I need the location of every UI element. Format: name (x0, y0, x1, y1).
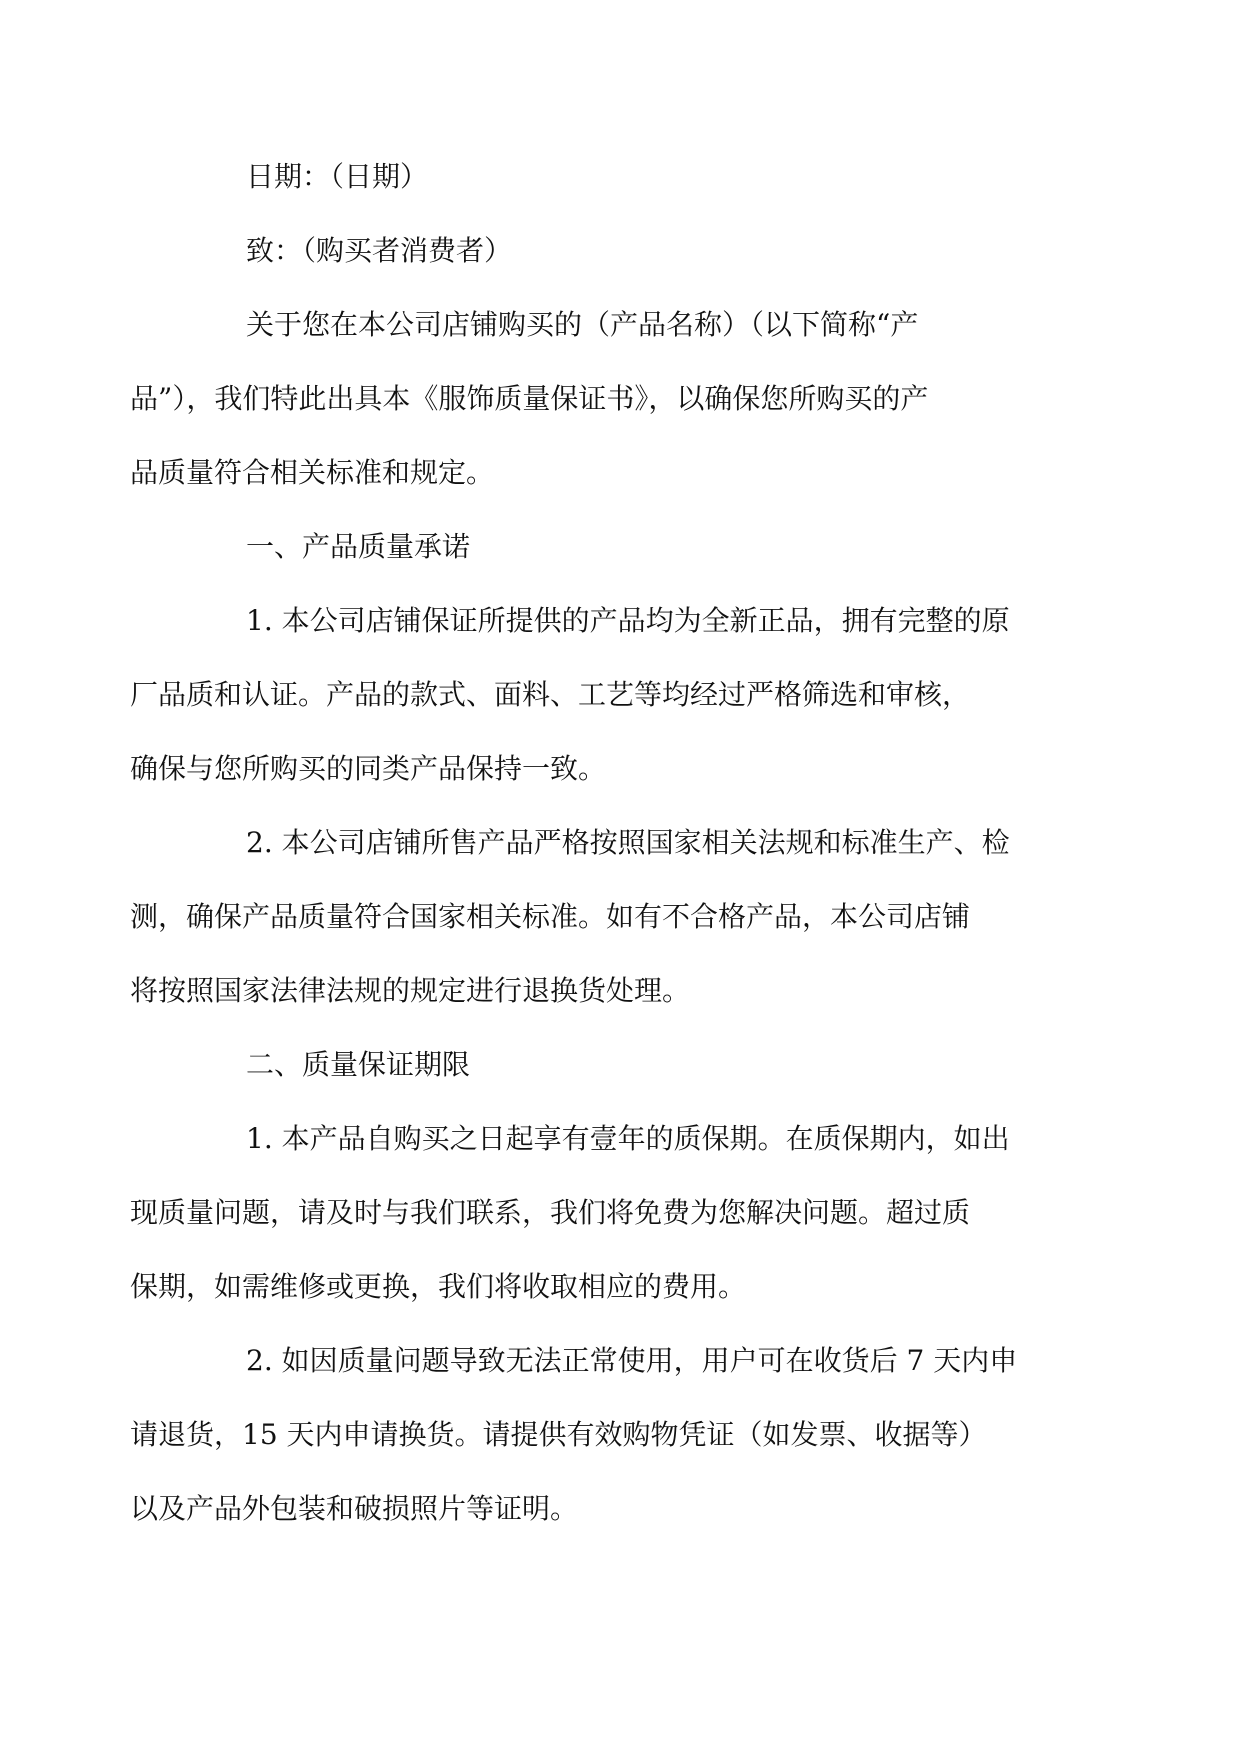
section-heading-quality-commitment (188, 510, 1060, 584)
section1-item-2 (130, 806, 1060, 1028)
text-line: 2. 本公司店铺所售产品严格按照国家相关法规和标准生产、检 (246, 826, 1010, 859)
text-line: 保期，如需维修或更换，我们将收取相应的费用。 (130, 1270, 747, 1303)
text-line: 测，确保产品质量符合国家相关标准。如有不合格产品，本公司店铺 (130, 900, 971, 933)
section-heading-warranty-period (188, 1028, 1060, 1102)
section1-item-1 (130, 584, 1060, 806)
text-line: 确保与您所购买的同类产品保持一致。 (130, 752, 607, 785)
recipient-line (188, 214, 1060, 288)
section2-item-1 (130, 1102, 1060, 1324)
text-line: 一、产品质量承诺 (246, 530, 471, 563)
text-line: 日期：（日期） (246, 160, 429, 193)
section2-item-2 (130, 1324, 1060, 1546)
text-line: 以及产品外包装和破损照片等证明。 (130, 1492, 579, 1525)
text-line: 2. 如因质量问题导致无法正常使用，用户可在收货后 7 天内申 (246, 1344, 1018, 1377)
text-line: 关于您在本公司店铺购买的（产品名称）（以下简称“产 (246, 308, 919, 341)
text-line: 二、质量保证期限 (246, 1048, 471, 1081)
intro-paragraph (130, 288, 1060, 510)
text-line: 将按照国家法律法规的规定进行退换货处理。 (130, 974, 691, 1007)
text-line: 品质量符合相关标准和规定。 (130, 456, 495, 489)
text-line: 1. 本公司店铺保证所提供的产品均为全新正品，拥有完整的原 (246, 604, 1010, 637)
text-line: 1. 本产品自购买之日起享有壹年的质保期。在质保期内，如出 (246, 1122, 1010, 1155)
date-line (188, 140, 1060, 214)
document-body (130, 140, 1060, 1546)
text-line: 请退货，15 天内申请换货。请提供有效购物凭证（如发票、收据等） (130, 1418, 987, 1451)
text-line: 厂品质和认证。产品的款式、面料、工艺等均经过严格筛选和审核， (130, 678, 971, 711)
text-line: 致：（购买者消费者） (246, 234, 513, 267)
text-line: 品”），我们特此出具本《服饰质量保证书》，以确保您所购买的产 (130, 382, 929, 415)
text-line: 现质量问题，请及时与我们联系，我们将免费为您解决问题。超过质 (130, 1196, 971, 1229)
